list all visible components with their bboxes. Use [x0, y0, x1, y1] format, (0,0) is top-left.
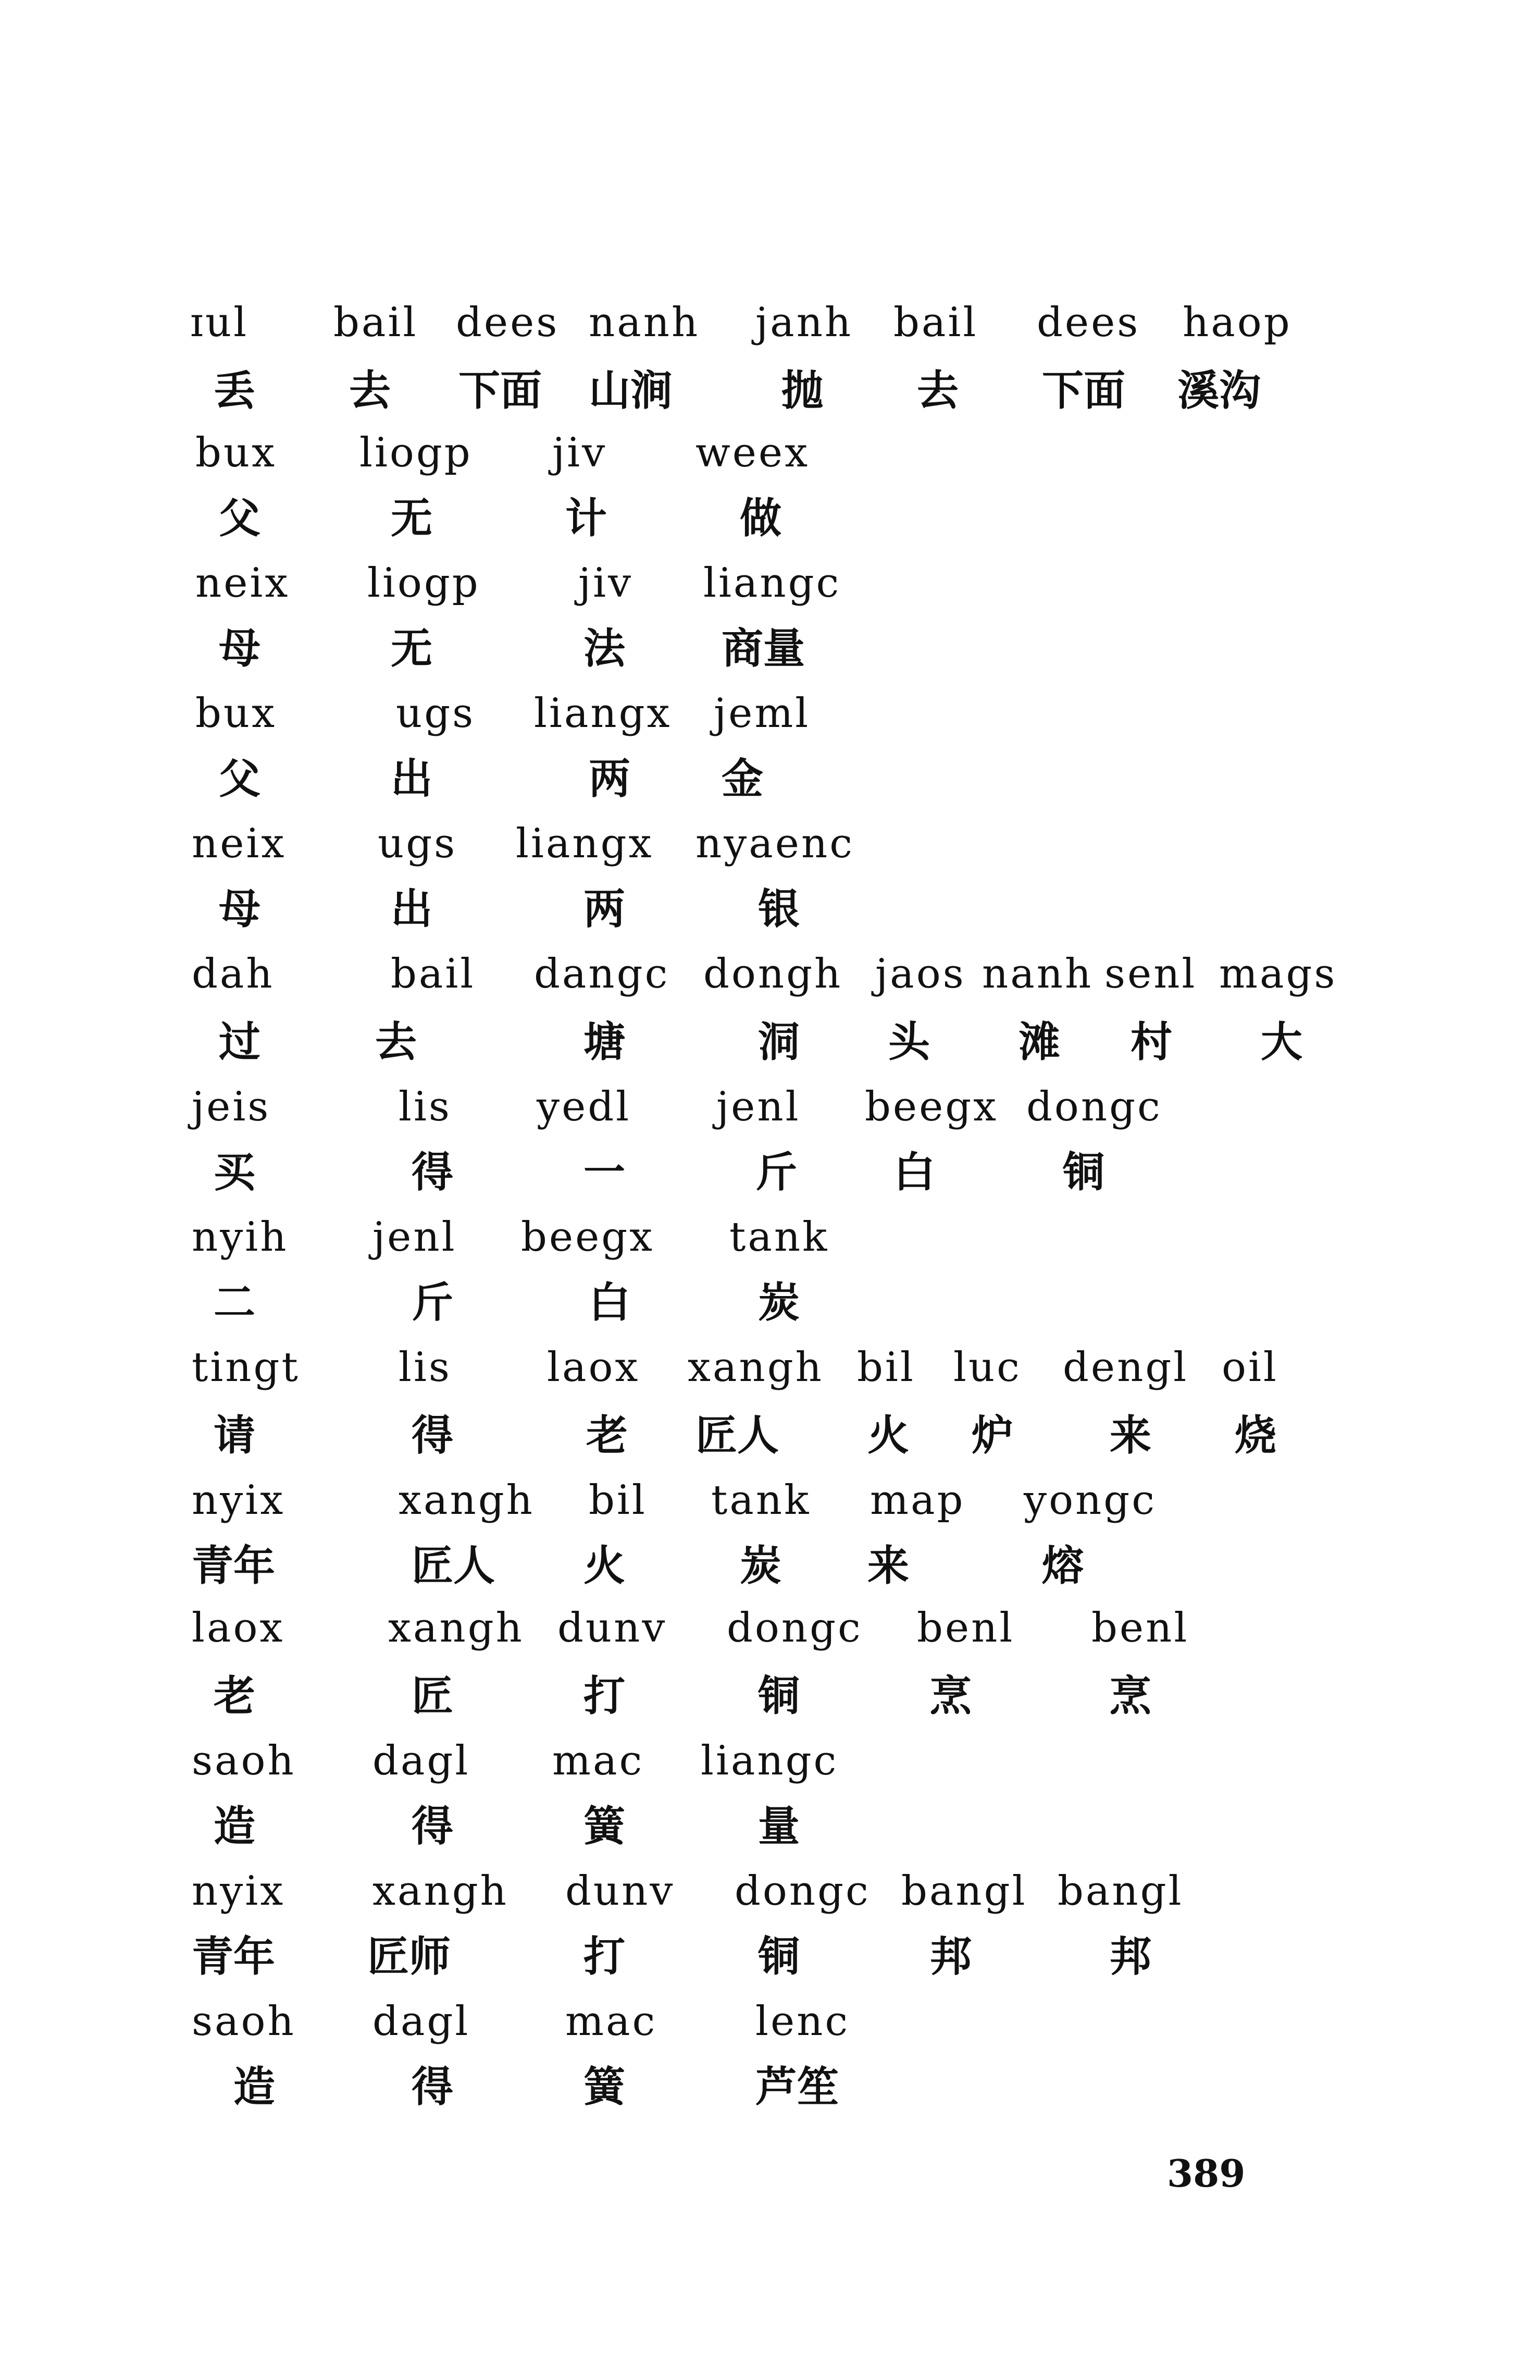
chinese-word: 匠师	[367, 1932, 451, 1981]
romanized-word: weex	[696, 429, 810, 476]
chinese-word: 金	[722, 755, 763, 803]
chinese-word: 铜	[1063, 1148, 1104, 1197]
chinese-word: 村	[1131, 1018, 1172, 1066]
chinese-word: 烹	[930, 1672, 972, 1720]
romanized-word: neix	[192, 820, 287, 867]
romanized-word: dangc	[534, 951, 670, 997]
romanized-word: mac	[552, 1737, 644, 1784]
romanized-word: jeis	[192, 1083, 271, 1130]
chinese-word: 得	[412, 1802, 453, 1851]
romanized-word: dongc	[727, 1605, 863, 1651]
romanized-word: nanh	[589, 299, 700, 346]
chinese-word: 下面	[458, 366, 542, 415]
chinese-word: 青年	[192, 1932, 275, 1981]
romanized-word: benl	[917, 1605, 1015, 1651]
romanized-word: xangh	[688, 1344, 824, 1391]
romanized-word: nyix	[192, 1868, 285, 1915]
romanized-word: jiv	[552, 429, 607, 476]
chinese-word: 请	[214, 1411, 255, 1460]
chinese-word: 火	[867, 1411, 909, 1460]
romanized-word: liangx	[516, 820, 654, 867]
chinese-word: 得	[412, 1411, 453, 1460]
romanized-word: beegx	[865, 1083, 999, 1130]
chinese-word: 法	[583, 624, 625, 673]
chinese-word: 铜	[758, 1672, 800, 1720]
romanized-word: neix	[195, 560, 290, 607]
chinese-word: 母	[219, 885, 260, 933]
romanized-word: janh	[755, 299, 853, 346]
romanized-word: dees	[456, 299, 560, 346]
chinese-word: 塘	[583, 1018, 625, 1066]
romanized-word: laox	[547, 1344, 640, 1391]
romanized-word: dongc	[1026, 1083, 1162, 1130]
romanized-word: dengl	[1063, 1344, 1189, 1391]
romanized-word: benl	[1091, 1605, 1189, 1651]
chinese-word: 头	[888, 1018, 930, 1066]
chinese-word: 量	[758, 1802, 800, 1851]
romanized-word: dagl	[372, 1737, 470, 1784]
chinese-word: 斤	[412, 1278, 453, 1327]
chinese-word: 父	[219, 494, 260, 542]
chinese-word: 青年	[192, 1542, 275, 1590]
chinese-word: 无	[391, 624, 432, 673]
page-number: 389	[1167, 2151, 1246, 2196]
romanized-word: bail	[333, 299, 418, 346]
chinese-word: 打	[583, 1672, 625, 1720]
chinese-gloss-line	[0, 2063, 1540, 2150]
chinese-word: 烧	[1235, 1411, 1276, 1460]
romanized-word: liangc	[701, 1737, 839, 1784]
chinese-word: 芦笙	[755, 2063, 839, 2111]
romanized-word: tingt	[192, 1344, 300, 1391]
chinese-word: 邦	[1110, 1932, 1151, 1981]
chinese-word: 来	[867, 1542, 909, 1590]
romanized-word: bail	[391, 951, 476, 997]
chinese-word: 簧	[583, 2063, 625, 2111]
romanized-word: liangx	[534, 690, 672, 737]
chinese-word: 造	[233, 2063, 275, 2111]
chinese-word: 邦	[930, 1932, 972, 1981]
romanized-word: tank	[711, 1477, 811, 1524]
chinese-word: 无	[391, 494, 432, 542]
romanized-word: saoh	[192, 1998, 296, 2045]
romanized-word: yedl	[537, 1083, 631, 1130]
chinese-word: 打	[583, 1932, 625, 1981]
chinese-word: 丢	[214, 366, 255, 415]
romanized-word: map	[870, 1477, 965, 1524]
romanized-word: saoh	[192, 1737, 296, 1784]
chinese-word: 得	[412, 2063, 453, 2111]
romanized-word: nyaenc	[696, 820, 854, 867]
romanized-word: xangh	[388, 1605, 524, 1651]
chinese-word: 买	[214, 1148, 255, 1197]
romanized-word: yongc	[1024, 1477, 1157, 1524]
romanized-word: bangl	[901, 1868, 1027, 1915]
chinese-word: 老	[586, 1411, 628, 1460]
chinese-word: 去	[349, 366, 391, 415]
romanized-word: bail	[893, 299, 978, 346]
romanized-word: beegx	[521, 1214, 655, 1261]
chinese-word: 下面	[1042, 366, 1125, 415]
chinese-word: 斤	[755, 1148, 797, 1197]
romanized-word: lis	[399, 1344, 452, 1391]
romanized-word: dongc	[735, 1868, 871, 1915]
chinese-word: 两	[583, 885, 625, 933]
chinese-word: 溪沟	[1177, 366, 1261, 415]
chinese-word: 铜	[758, 1932, 800, 1981]
chinese-word: 匠人	[412, 1542, 495, 1590]
romanized-word: liogp	[359, 429, 473, 476]
romanized-word: bangl	[1058, 1868, 1184, 1915]
romanized-word: haop	[1183, 299, 1292, 346]
chinese-word: 计	[565, 494, 607, 542]
chinese-word: 二	[214, 1278, 255, 1327]
romanized-word: dunv	[565, 1868, 675, 1915]
romanized-word: tank	[729, 1214, 829, 1261]
chinese-word: 山涧	[589, 366, 672, 415]
chinese-word: 炭	[740, 1542, 781, 1590]
chinese-word: 去	[917, 366, 959, 415]
chinese-word: 白	[893, 1148, 935, 1197]
chinese-word: 得	[412, 1148, 453, 1197]
romanized-word: xangh	[399, 1477, 535, 1524]
romanized-word: bux	[195, 690, 277, 737]
chinese-word: 出	[391, 885, 432, 933]
chinese-word: 来	[1110, 1411, 1151, 1460]
romanized-word: xangh	[372, 1868, 508, 1915]
romanized-word: jiv	[578, 560, 634, 607]
romanized-word: dah	[192, 951, 275, 997]
romanized-word: dagl	[372, 1998, 470, 2045]
chinese-word: 滩	[1019, 1018, 1060, 1066]
chinese-word: 火	[583, 1542, 625, 1590]
chinese-word: 去	[375, 1018, 417, 1066]
chinese-word: 银	[758, 885, 800, 933]
romanized-word: ugs	[378, 820, 457, 867]
romanized-word: oil	[1222, 1344, 1278, 1391]
chinese-word: 炉	[972, 1411, 1013, 1460]
romanized-word: ɪul	[190, 299, 249, 346]
romanized-word: lenc	[755, 1998, 850, 2045]
romanized-word: jenl	[372, 1214, 457, 1261]
romanized-word: nanh	[982, 951, 1094, 997]
chinese-word: 抛	[781, 366, 823, 415]
romanized-word: dunv	[557, 1605, 667, 1651]
chinese-word: 烹	[1110, 1672, 1151, 1720]
romanized-word: bux	[195, 429, 277, 476]
romanized-word: mags	[1219, 951, 1337, 997]
romanized-word: jaos	[875, 951, 966, 997]
romanized-word: senl	[1104, 951, 1197, 997]
chinese-word: 一	[583, 1148, 625, 1197]
romanized-word: jenl	[716, 1083, 801, 1130]
romanized-word: jeml	[714, 690, 811, 737]
chinese-word: 大	[1261, 1018, 1302, 1066]
romanized-word: nyix	[192, 1477, 285, 1524]
chinese-word: 造	[214, 1802, 255, 1851]
romanized-word: laox	[192, 1605, 285, 1651]
chinese-word: 匠	[412, 1672, 453, 1720]
romanized-word: dongh	[703, 951, 843, 997]
romanized-word: nyih	[192, 1214, 289, 1261]
chinese-word: 洞	[758, 1018, 800, 1066]
romanized-word: liogp	[367, 560, 480, 607]
chinese-word: 出	[391, 755, 432, 803]
chinese-word: 老	[214, 1672, 255, 1720]
chinese-word: 商量	[722, 624, 805, 673]
romanized-word: mac	[565, 1998, 657, 2045]
chinese-word: 白	[589, 1278, 630, 1327]
chinese-word: 过	[219, 1018, 260, 1066]
romanized-word: bil	[589, 1477, 647, 1524]
chinese-word: 父	[219, 755, 260, 803]
chinese-word: 匠人	[696, 1411, 779, 1460]
chinese-word: 母	[219, 624, 260, 673]
chinese-word: 两	[589, 755, 630, 803]
romanized-word: liangc	[703, 560, 841, 607]
romanized-word: lis	[399, 1083, 452, 1130]
romanized-word: ugs	[396, 690, 476, 737]
chinese-word: 做	[740, 494, 781, 542]
romanized-word: dees	[1037, 299, 1140, 346]
chinese-word: 熔	[1042, 1542, 1084, 1590]
chinese-word: 炭	[758, 1278, 800, 1327]
chinese-word: 簧	[583, 1802, 625, 1851]
romanized-word: luc	[953, 1344, 1022, 1391]
romanized-word: bil	[857, 1344, 915, 1391]
